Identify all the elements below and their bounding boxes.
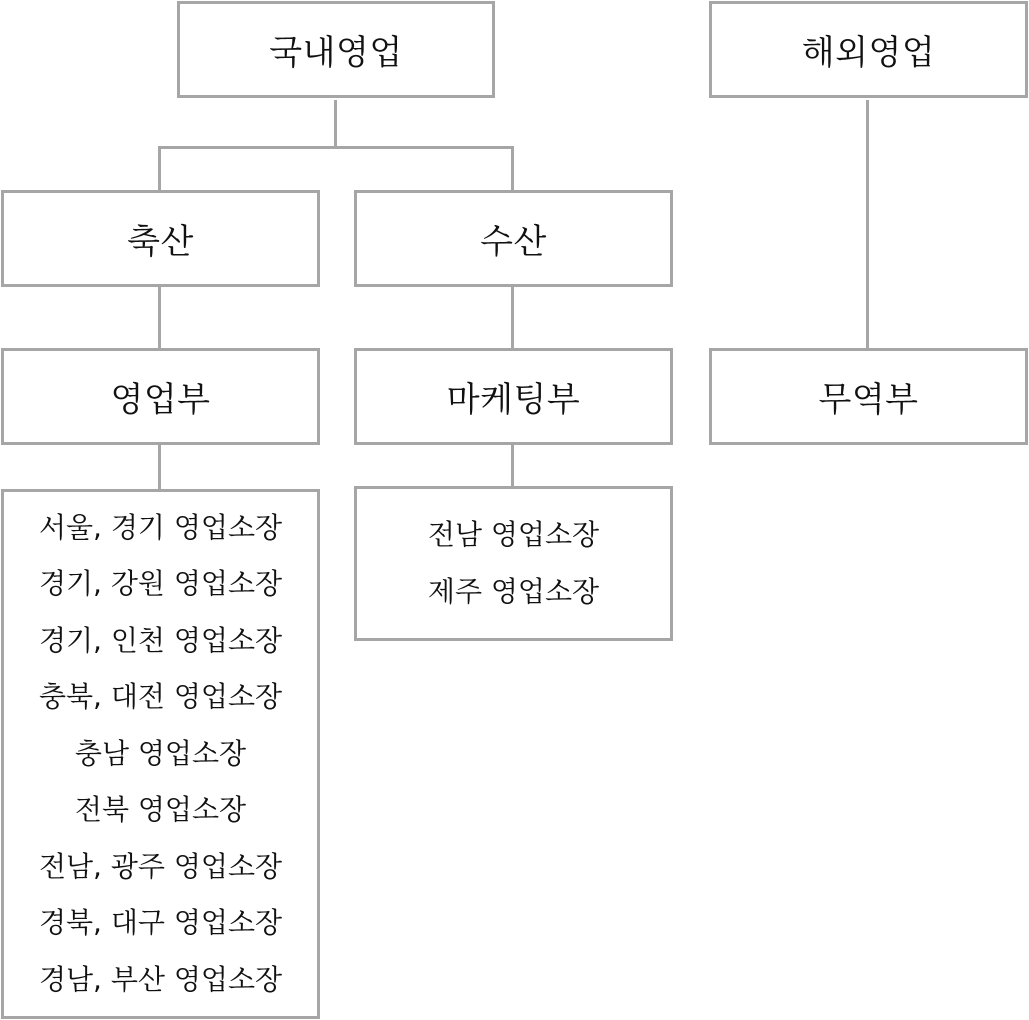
list-item: 전남, 광주 영업소장 <box>38 849 283 883</box>
connector-marketing-to-offices <box>511 445 514 487</box>
connector-sales-to-offices <box>158 445 161 490</box>
livestock-label: 축산 <box>127 222 194 262</box>
list-item: 경북, 대구 영업소장 <box>38 906 283 940</box>
list-item: 서울, 경기 영업소장 <box>38 510 283 544</box>
sales-dept-node <box>1 348 320 445</box>
list-item: 충남 영업소장 <box>74 736 247 770</box>
list-item: 전북 영업소장 <box>74 793 247 827</box>
fishery-label: 수산 <box>480 222 547 262</box>
connector-to-livestock <box>158 146 161 191</box>
connector-domestic-down <box>334 100 337 148</box>
connector-overseas-to-trade <box>866 100 869 349</box>
domestic-sales-label: 국내영업 <box>269 33 403 73</box>
list-item: 충북, 대전 영업소장 <box>38 680 283 714</box>
marketing-dept-label: 마케팅부 <box>446 380 581 420</box>
list-item: 경기, 인천 영업소장 <box>38 623 283 657</box>
trade-dept-label: 무역부 <box>818 380 919 420</box>
fishery-node <box>354 190 673 287</box>
list-item: 전남 영업소장 <box>427 518 600 551</box>
list-item: 경남, 부산 영업소장 <box>38 962 283 996</box>
connector-to-fishery <box>511 146 514 191</box>
trade-dept-node <box>709 348 1028 445</box>
connector-livestock-to-sales <box>158 287 161 349</box>
list-item: 제주 영업소장 <box>427 574 600 608</box>
connector-domestic-horizontal <box>158 146 514 149</box>
overseas-sales-label: 해외영업 <box>801 33 936 73</box>
domestic-sales-node <box>177 1 495 98</box>
list-item: 경기, 강원 영업소장 <box>38 567 283 601</box>
sales-dept-label: 영업부 <box>110 380 211 420</box>
livestock-offices-list <box>1 489 320 1019</box>
fishery-offices-list <box>354 486 673 641</box>
livestock-node <box>1 190 320 287</box>
connector-fishery-to-marketing <box>511 287 514 349</box>
marketing-dept-node <box>354 348 673 445</box>
overseas-sales-node <box>709 1 1028 98</box>
